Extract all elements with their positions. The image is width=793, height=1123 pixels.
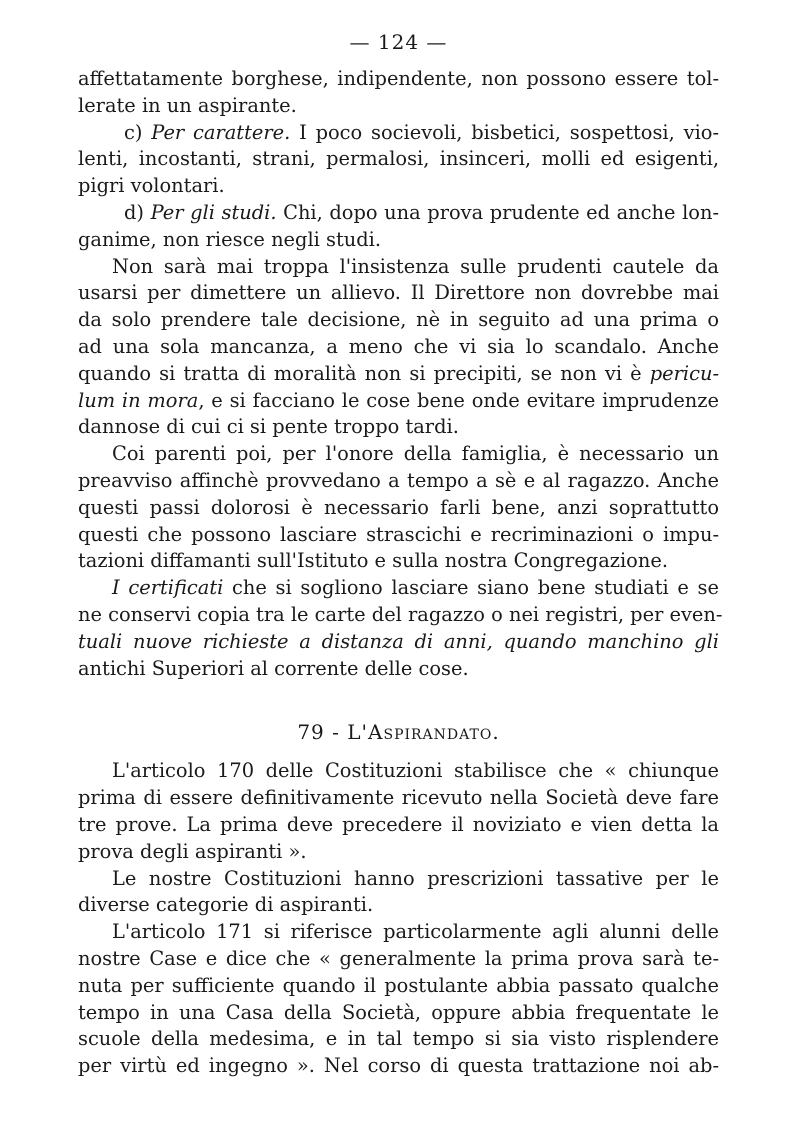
text-run: pigri volontari. <box>78 174 225 198</box>
italic-text: tuali nuove richieste a distanza di anni, quando manchino gli <box>78 629 719 653</box>
text-run: lerate in un aspirante. <box>78 93 297 117</box>
italic-text: Per carattere. <box>151 120 291 144</box>
text-line <box>78 892 719 919</box>
text-run: diverse categorie di aspiranti. <box>78 893 374 917</box>
text-run: L'articolo 171 si riferisce particolarmente agli alunni delle <box>112 920 719 944</box>
text-line <box>78 468 719 495</box>
text-run: quando si tratta di moralità non si precipiti, se non vi è <box>78 361 650 385</box>
text-run: ad una sola mancanza, a meno che vi sia lo scandalo. Anche <box>78 334 719 358</box>
text-line <box>78 522 719 549</box>
text-line <box>78 656 719 683</box>
text-line <box>78 548 719 575</box>
text-run: tempo in una Casa della Società, oppure abbia frequentate le <box>78 1000 719 1024</box>
text-run: affettatamente borghese, indipendente, non possono essere tol- <box>78 67 719 90</box>
text-run: da solo prendere tale decisione, nè in seguito ad una prima o <box>78 308 719 332</box>
text-line <box>78 973 719 1000</box>
text-run: ganime, non riesce negli studi. <box>78 227 382 251</box>
text-run: prima di essere definitivamente ricevuto nella Società deve fare <box>78 786 719 810</box>
text-run: L'articolo 170 delle Costituzioni stabilisce che « chiunque <box>112 759 719 783</box>
text-line <box>78 200 719 227</box>
italic-text: Per gli studi. <box>150 200 277 224</box>
text-line <box>78 1000 719 1027</box>
text-line <box>78 120 719 147</box>
text-line <box>78 629 719 656</box>
text-run: ne conservi copia tra le carte del ragazzo o nei registri, per even- <box>78 602 723 626</box>
text-run: 79 - L' <box>297 720 369 745</box>
page-number: — 124 — <box>349 30 448 54</box>
text-line <box>78 146 719 173</box>
text-run: per virtù ed ingegno ». Nel corso di questa trattazione noi ab- <box>78 1054 719 1078</box>
text-line <box>78 602 723 629</box>
text-run: che si sogliono lasciare siano bene studiati e se <box>223 576 719 600</box>
italic-text: pericu- <box>649 361 719 385</box>
text-run: Aspirandato <box>368 720 493 745</box>
text-line <box>78 280 719 307</box>
text-run: antichi Superiori al corrente delle cose. <box>78 656 469 680</box>
italic-text: I certificati <box>112 576 224 600</box>
text-line <box>78 812 719 839</box>
text-run: tre prove. La prima deve precedere il noviziato e vien detta la <box>78 812 719 836</box>
text-run: usarsi per dimettere un allievo. Il Direttore non dovrebbe mai <box>78 281 719 305</box>
text-run: nostre Case e dice che « generalmente la prima prova sarà te- <box>78 946 719 970</box>
text-line <box>78 254 719 281</box>
text-line <box>78 1026 719 1053</box>
text-line <box>78 388 719 415</box>
text-run: , e si facciano le cose bene onde evitare imprudenze <box>198 388 719 412</box>
text-run: questi passi dolorosi è necessario farli bene, anzi soprattutto <box>78 495 719 519</box>
text-run: dannose di cui ci si pente troppo tardi. <box>78 415 459 439</box>
text-line <box>78 414 719 441</box>
text-run: Non sarà mai troppa l'insistenza sulle prudenti cautele da <box>112 254 719 278</box>
text-line <box>78 1053 719 1080</box>
text-line <box>78 495 719 522</box>
text-line <box>78 441 719 468</box>
text-line <box>78 307 719 334</box>
text-line <box>78 334 719 361</box>
text-line <box>78 575 719 602</box>
text-run: tazioni diffamanti sull'Istituto e sulla nostra Congregazione. <box>78 549 668 573</box>
italic-text: lum in mora <box>78 388 199 412</box>
text-run: prova degli aspiranti ». <box>78 839 307 863</box>
text-line <box>78 66 719 93</box>
text-run: preavviso affinchè provvedano a tempo a sè e al ragazzo. Anche <box>78 468 719 492</box>
text-run: c) <box>124 120 152 144</box>
body-text <box>78 66 723 1080</box>
text-line <box>78 839 719 866</box>
text-line <box>78 919 719 946</box>
text-line <box>78 227 719 254</box>
text-line <box>78 946 719 973</box>
text-run: Coi parenti poi, per l'onore della famiglia, è necessario un <box>112 442 719 466</box>
text-run: Chi, dopo una prova prudente ed anche lon- <box>276 200 719 224</box>
text-run: . <box>492 720 500 745</box>
text-line <box>78 173 719 200</box>
text-run: I poco socievoli, bisbetici, sospettosi, vio- <box>290 120 719 144</box>
text-run: lenti, incostanti, strani, permalosi, insinceri, molli ed esigenti, <box>78 147 719 171</box>
text-line <box>78 758 719 785</box>
text-line <box>78 361 719 388</box>
text-line <box>78 866 719 893</box>
text-run: d) <box>124 200 151 224</box>
text-line <box>78 785 719 812</box>
text-run: nuta per sufficiente quando il postulante abbia passato qualche <box>78 973 719 997</box>
text-run: scuole della medesima, e in tal tempo si sia visto risplendere <box>78 1027 719 1051</box>
text-run: questi che possono lasciare strascichi e recriminazioni o impu- <box>78 522 719 546</box>
section-heading <box>78 720 719 744</box>
text-line <box>78 93 719 120</box>
text-run: Le nostre Costituzioni hanno prescrizioni tassative per le <box>112 866 719 890</box>
